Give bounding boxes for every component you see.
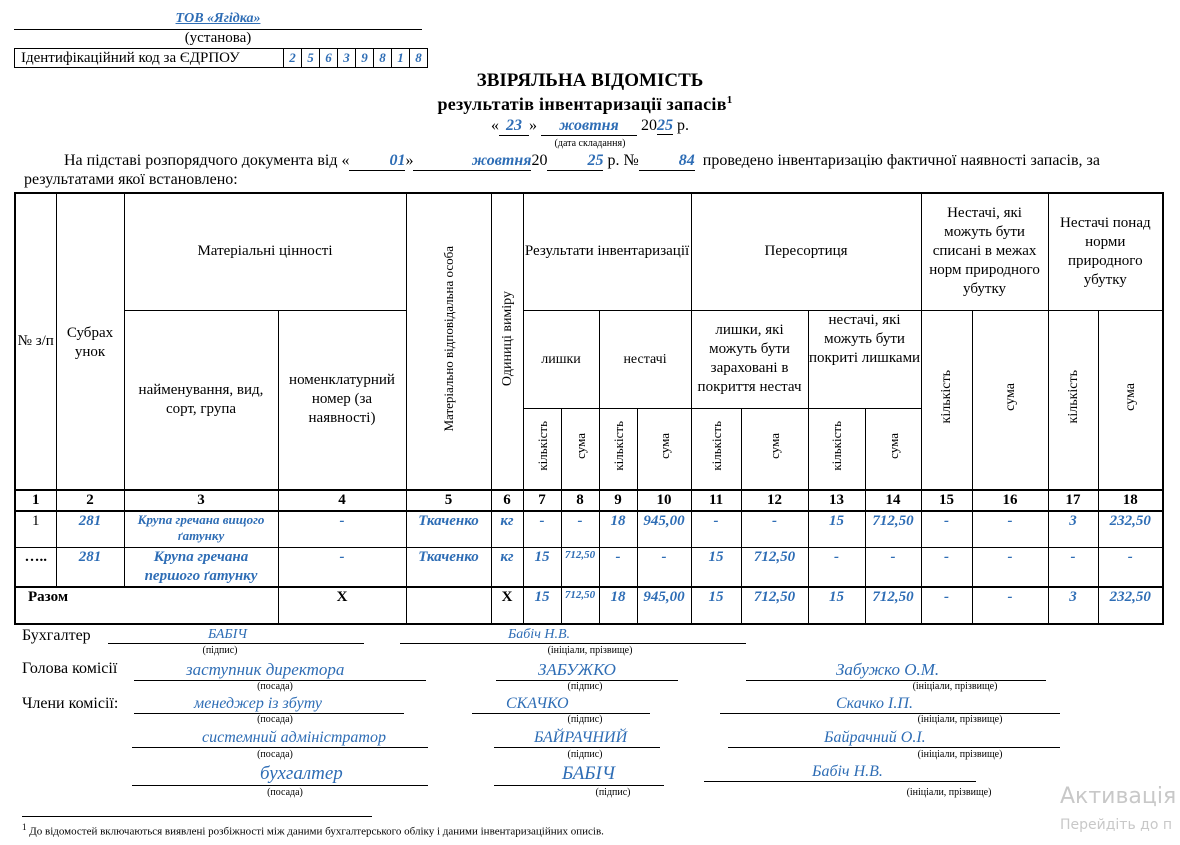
cell-over-sum: 232,50 bbox=[1098, 511, 1163, 547]
total-row bbox=[15, 587, 1163, 624]
total-reg-surplus-qty: 15 bbox=[691, 587, 741, 624]
cell-within-qty: - bbox=[921, 547, 972, 587]
date-year-suffix: р. bbox=[677, 117, 689, 134]
header-sum-text: сума bbox=[885, 432, 901, 459]
document-title: ЗВІРЯЛЬНА ВІДОМІСТЬ bbox=[476, 70, 704, 91]
position-caption: (посада) bbox=[257, 681, 293, 692]
total-surplus-sum: 712,50 bbox=[561, 587, 599, 624]
date-quote-close: » bbox=[529, 117, 537, 134]
col-number: 16 bbox=[972, 490, 1048, 511]
col-number: 15 bbox=[921, 490, 972, 511]
member-sign: СКАЧКО bbox=[472, 695, 650, 714]
header-regrading-surplus: лишки, які можуть бути зараховані в покриття нестач bbox=[691, 310, 808, 408]
header-sum bbox=[561, 408, 599, 490]
footnote-rule bbox=[22, 816, 372, 817]
total-unit: Х bbox=[491, 587, 523, 624]
total-surplus-qty: 15 bbox=[523, 587, 561, 624]
total-nomenclature: Х bbox=[278, 587, 406, 624]
total-reg-shortage-sum: 712,50 bbox=[865, 587, 921, 624]
col-number: 9 bbox=[599, 490, 637, 511]
inventory-table bbox=[14, 192, 1164, 622]
col-number: 11 bbox=[691, 490, 741, 511]
header-qty bbox=[523, 408, 561, 490]
edrpou-label: Ідентифікаційний код за ЄДРПОУ bbox=[15, 49, 284, 67]
header-responsible-text: Матеріально відповідальна особа bbox=[441, 245, 456, 432]
chair-position: заступник директора bbox=[134, 660, 426, 681]
header-no: № з/п bbox=[15, 193, 56, 490]
cell-within-qty: - bbox=[921, 511, 972, 547]
header-sum-text: сума bbox=[1122, 382, 1138, 411]
accountant-name: Бабіч Н.В. bbox=[400, 627, 746, 644]
header-material-values: Матеріальні цінності bbox=[124, 193, 406, 310]
accountant-sign: БАБІЧ bbox=[108, 627, 364, 644]
basis-text: На підставі розпорядчого документа від « bbox=[64, 152, 350, 169]
col-number: 18 bbox=[1098, 490, 1163, 511]
col-number: 8 bbox=[561, 490, 599, 511]
position-caption: (посада) bbox=[257, 749, 293, 760]
total-label: Разом bbox=[15, 587, 278, 624]
name-caption: (ініціали, прізвище) bbox=[912, 681, 998, 692]
cell-shortage-qty: 18 bbox=[599, 511, 637, 547]
header-over-qty bbox=[1048, 310, 1098, 490]
header-qty-text: кількість bbox=[939, 370, 955, 424]
cell-surplus-qty: - bbox=[523, 511, 561, 547]
date-month: жовтня bbox=[541, 117, 637, 136]
sign-caption: (підпис) bbox=[567, 681, 603, 692]
date-year: 25 bbox=[657, 117, 673, 134]
member-name: Байрачний О.І. bbox=[728, 729, 1060, 748]
total-within-qty: - bbox=[921, 587, 972, 624]
sign-caption: (підпис) bbox=[595, 787, 631, 798]
edrpou-digit: 8 bbox=[374, 49, 392, 67]
member-name: Скачко І.П. bbox=[720, 695, 1060, 714]
total-shortage-qty: 18 bbox=[599, 587, 637, 624]
edrpou-digit: 9 bbox=[356, 49, 374, 67]
total-shortage-sum: 945,00 bbox=[637, 587, 691, 624]
cell-no: 1 bbox=[15, 511, 56, 547]
total-over-qty: 3 bbox=[1048, 587, 1098, 624]
col-number: 2 bbox=[56, 490, 124, 511]
cell-subaccount: 281 bbox=[56, 547, 124, 587]
date-quote-open: « bbox=[491, 117, 499, 134]
header-sum bbox=[637, 408, 691, 490]
header-qty-text: кількість bbox=[534, 420, 550, 471]
header-subaccount: Субрах унок bbox=[56, 193, 124, 490]
basis-number: 84 bbox=[639, 152, 695, 171]
cell-subaccount: 281 bbox=[56, 511, 124, 547]
basis-day: 01 bbox=[349, 152, 405, 171]
col-number: 12 bbox=[741, 490, 808, 511]
cell-responsible: Ткаченко bbox=[406, 547, 491, 587]
header-qty-text: кількість bbox=[610, 420, 626, 471]
member-position: менеджер із збуту bbox=[134, 695, 404, 714]
name-caption: (ініціали, прізвище) bbox=[917, 749, 1003, 760]
member-position: системний адміністратор bbox=[132, 729, 428, 748]
header-nomenclature: номенклатурний номер (за наявності) bbox=[278, 310, 406, 490]
cell-over-qty: 3 bbox=[1048, 511, 1098, 547]
cell-shortage-sum: - bbox=[637, 547, 691, 587]
header-qty bbox=[599, 408, 637, 490]
column-number-row bbox=[15, 490, 1163, 511]
cell-surplus-qty: 15 bbox=[523, 547, 561, 587]
position-caption: (посада) bbox=[267, 787, 303, 798]
cell-nomenclature: - bbox=[278, 511, 406, 547]
members-label: Члени комісії: bbox=[22, 695, 119, 712]
cell-surplus-sum: 712,50 bbox=[561, 547, 599, 587]
col-number: 17 bbox=[1048, 490, 1098, 511]
header-unit-text: Одиниці виміру bbox=[499, 290, 515, 387]
header-qty-text: кількість bbox=[829, 420, 845, 471]
footnote-text: До відомостей включаються виявлені розбіжності між даними бухгалтерського обліку і даними інвентаризаційних описів. bbox=[29, 825, 604, 838]
basis-month: жовтня bbox=[413, 152, 531, 171]
cell-name: Крупа гречана першого ґатунку bbox=[124, 547, 278, 587]
cell-over-sum: - bbox=[1098, 547, 1163, 587]
edrpou-digit: 1 bbox=[392, 49, 410, 67]
organization-caption: (установа) bbox=[184, 30, 252, 46]
total-reg-surplus-sum: 712,50 bbox=[741, 587, 808, 624]
cell-shortage-qty: - bbox=[599, 547, 637, 587]
sign-caption: (підпис) bbox=[567, 714, 603, 725]
header-qty-text: кількість bbox=[708, 420, 724, 471]
header-qty-text: кількість bbox=[1065, 370, 1081, 424]
cell-responsible: Ткаченко bbox=[406, 511, 491, 547]
footnote-mark: 1 bbox=[22, 822, 27, 832]
header-sum-text: сума bbox=[656, 432, 672, 459]
basis-year: 25 bbox=[547, 152, 603, 171]
cell-within-sum: - bbox=[972, 511, 1048, 547]
sign-caption: (підпис) bbox=[202, 645, 238, 656]
cell-unit: кг bbox=[491, 511, 523, 547]
col-number: 10 bbox=[637, 490, 691, 511]
col-number: 4 bbox=[278, 490, 406, 511]
cell-within-sum: - bbox=[972, 547, 1048, 587]
header-within-sum bbox=[972, 310, 1048, 490]
header-sum bbox=[741, 408, 808, 490]
compile-date bbox=[0, 117, 1180, 136]
cell-reg-surplus-qty: 15 bbox=[691, 547, 741, 587]
member-sign: БАЙРАЧНИЙ bbox=[494, 729, 660, 748]
basis-quote: » bbox=[405, 152, 414, 169]
header-sum bbox=[865, 408, 921, 490]
subtitle-text: результатів інвентаризації запасів bbox=[437, 94, 727, 114]
table-row bbox=[15, 511, 1163, 547]
activation-watermark-title: Активація bbox=[1060, 784, 1177, 809]
cell-reg-shortage-sum: 712,50 bbox=[865, 511, 921, 547]
cell-unit: кг bbox=[491, 547, 523, 587]
cell-reg-surplus-sum: 712,50 bbox=[741, 547, 808, 587]
header-unit bbox=[491, 193, 523, 490]
total-reg-shortage-qty: 15 bbox=[808, 587, 865, 624]
cell-nomenclature: - bbox=[278, 547, 406, 587]
header-inventory-results: Результати інвентаризації bbox=[523, 193, 691, 310]
name-caption: (ініціали, прізвище) bbox=[547, 645, 633, 656]
header-sum-text: сума bbox=[1002, 382, 1018, 411]
header-regrading: Пересортиця bbox=[691, 193, 921, 310]
header-sum-text: сума bbox=[767, 432, 783, 459]
cell-reg-surplus-qty: - bbox=[691, 511, 741, 547]
organization-line bbox=[14, 10, 422, 30]
footnote-mark: 1 bbox=[726, 94, 733, 106]
cell-surplus-sum: - bbox=[561, 511, 599, 547]
total-within-sum: - bbox=[972, 587, 1048, 624]
header-natural-loss-over: Нестачі понад норми природного убутку bbox=[1048, 193, 1163, 310]
activation-watermark-subtitle: Перейдіть до п bbox=[1060, 817, 1173, 833]
header-over-sum bbox=[1098, 310, 1163, 490]
basis-text-after: проведено інвентаризацію фактичної наявності запасів, за результатами якої встановлено: bbox=[24, 152, 1100, 188]
accountant-label: Бухгалтер bbox=[22, 627, 91, 644]
edrpou-digit: 8 bbox=[415, 50, 422, 65]
cell-reg-surplus-sum: - bbox=[741, 511, 808, 547]
chair-sign: ЗАБУЖКО bbox=[496, 660, 678, 681]
header-natural-loss-within: Нестачі, які можуть бути списані в межах норм природного убутку bbox=[921, 193, 1048, 310]
chair-name: Забужко О.М. bbox=[746, 660, 1046, 681]
footnote bbox=[22, 822, 604, 838]
edrpou-digit: 5 bbox=[302, 49, 320, 67]
edrpou-box bbox=[14, 48, 428, 68]
edrpou-digit: 6 bbox=[320, 49, 338, 67]
cell-reg-shortage-qty: 15 bbox=[808, 511, 865, 547]
header-qty bbox=[691, 408, 741, 490]
col-number: 1 bbox=[15, 490, 56, 511]
chair-label: Голова комісії bbox=[22, 660, 118, 677]
name-caption: (ініціали, прізвище) bbox=[917, 714, 1003, 725]
document-subtitle bbox=[0, 94, 1170, 115]
edrpou-digit: 3 bbox=[338, 49, 356, 67]
col-number: 3 bbox=[124, 490, 278, 511]
member-position: бухгалтер bbox=[132, 763, 428, 786]
edrpou-digit: 2 bbox=[284, 49, 302, 67]
total-responsible bbox=[406, 587, 491, 624]
table-row bbox=[15, 547, 1163, 587]
header-sum-text: сума bbox=[572, 432, 588, 459]
sign-caption: (підпис) bbox=[567, 749, 603, 760]
position-caption: (посада) bbox=[257, 714, 293, 725]
header-name: найменування, вид, сорт, група bbox=[124, 310, 278, 490]
date-day: 23 bbox=[499, 117, 529, 136]
cell-reg-shortage-sum: - bbox=[865, 547, 921, 587]
organization-name: ТОВ «Ягідка» bbox=[175, 11, 261, 26]
cell-over-qty: - bbox=[1048, 547, 1098, 587]
col-number: 13 bbox=[808, 490, 865, 511]
header-responsible bbox=[406, 193, 491, 490]
date-caption: (дата складання) bbox=[554, 138, 626, 149]
member-name: Бабіч Н.В. bbox=[704, 763, 976, 782]
col-number: 5 bbox=[406, 490, 491, 511]
col-number: 7 bbox=[523, 490, 561, 511]
cell-reg-shortage-qty: - bbox=[808, 547, 865, 587]
header-qty bbox=[808, 408, 865, 490]
header-surplus: лишки bbox=[523, 310, 599, 408]
basis-number-label: р. № bbox=[607, 152, 639, 169]
name-caption: (ініціали, прізвище) bbox=[906, 787, 992, 798]
header-within-qty bbox=[921, 310, 972, 490]
basis-paragraph bbox=[24, 152, 1174, 189]
basis-year-prefix: 20 bbox=[531, 152, 548, 169]
total-over-sum: 232,50 bbox=[1098, 587, 1163, 624]
col-number: 14 bbox=[865, 490, 921, 511]
cell-name: Крупа гречана вищого ґатунку bbox=[124, 511, 278, 547]
date-year-prefix: 20 bbox=[641, 117, 657, 134]
col-number: 6 bbox=[491, 490, 523, 511]
header-regrading-shortage: нестачі, які можуть бути покриті лишками bbox=[808, 310, 921, 408]
cell-shortage-sum: 945,00 bbox=[637, 511, 691, 547]
header-shortage: нестачі bbox=[599, 310, 691, 408]
cell-no: ….. bbox=[15, 547, 56, 587]
member-sign: БАБІЧ bbox=[494, 763, 664, 786]
